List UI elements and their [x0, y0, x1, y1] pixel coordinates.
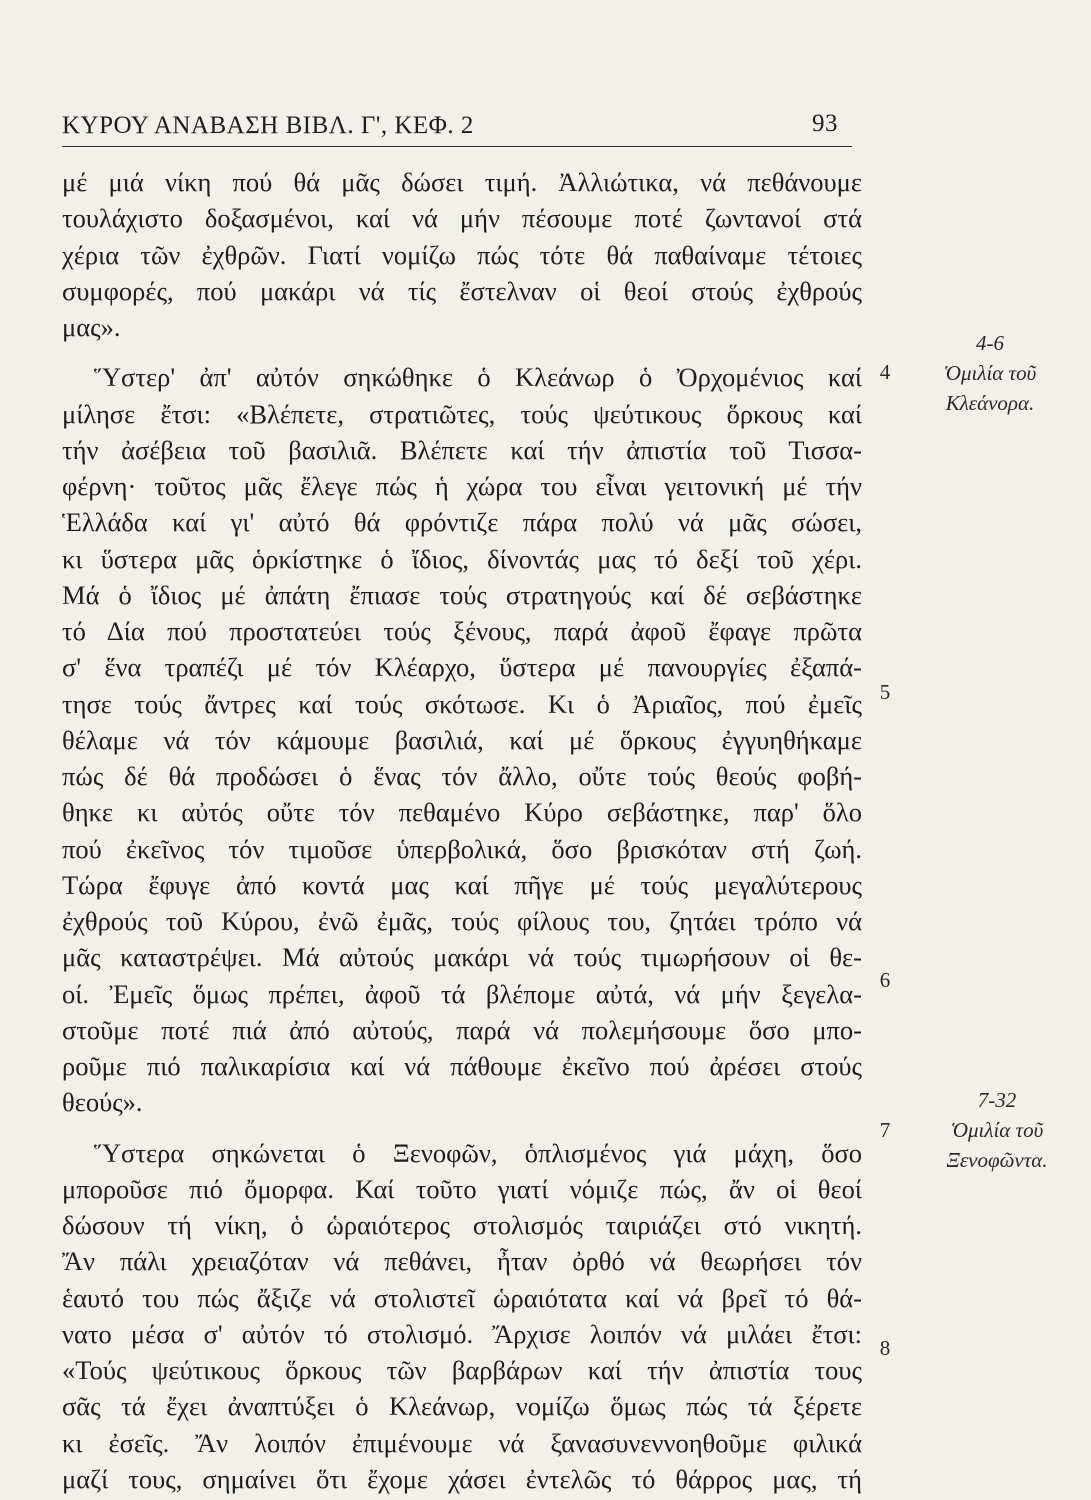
margin-note-text: Ὁμιλία τοῦ: [950, 1118, 1044, 1142]
text-line: μίλησε ἔτσι: «Βλέπετε, στρατιῶτες, τούς ψεύτικους ὅρκους καί: [62, 398, 862, 429]
text-line: θέλαμε νά τόν κάμουμε βασιλιά, καί μέ ὅρκους ἐγγυηθήκαμε: [62, 724, 862, 755]
text-line: κι ἐσεῖς. Ἄν λοιπόν ἐπιμένουμε νά ξανασυνεννοηθοῦμε φιλικά: [62, 1427, 862, 1458]
text-line: στοῦμε ποτέ πιά ἀπό αὐτούς, παρά νά πολεμήσουμε ὅσο μπο-: [62, 1014, 862, 1045]
text-line: θεούς».: [62, 1087, 143, 1118]
text-line: συμφορές, πού μακάρι νά τίς ἔστελναν οἱ θεοί στούς ἐχθρούς: [62, 275, 862, 306]
text-line: τό Δία πού προστατεύει τούς ξένους, παρά ἀφοῦ ἔφαγε πρῶτα: [62, 616, 862, 646]
text-line: Τώρα ἔφυγε ἀπό κοντά μας καί πῆγε μέ τούς μεγαλύτερους: [62, 869, 862, 900]
margin-note-range: 7-32: [977, 1088, 1017, 1112]
section-number: 4: [879, 360, 891, 384]
text-line: σ' ἕνα τραπέζι μέ τόν Κλέαρχο, ὕστερα μέ πανουργίες ἐξαπά-: [62, 652, 862, 683]
section-number: 5: [879, 680, 891, 704]
text-line: δώσουν τή νίκη, ὁ ὡραιότερος στολισμός ταιριάζει στό νικητή.: [62, 1210, 862, 1240]
text-line: μποροῦσε πιό ὄμορφα. Καί τοῦτο γιατί νόμιζε πώς, ἄν οἱ θεοί: [62, 1173, 862, 1204]
text-line: κι ὕστερα μᾶς ὁρκίστηκε ὁ ἴδιος, δίνοντάς μας τό δεξί τοῦ χέρι.: [62, 543, 862, 574]
text-line: Ἑλλάδα καί γι' αὐτό θά φρόντιζε πάρα πολύ νά μᾶς σώσει,: [62, 507, 862, 538]
text-line: «Τούς ψεύτικους ὅρκους τῶν βαρβάρων καί τήν ἀπιστία τους: [62, 1355, 862, 1385]
text-line: τησε τούς ἄντρες καί τούς σκότωσε. Κι ὁ Ἀριαῖος, πού ἐμεῖς: [62, 688, 862, 719]
text-line: μᾶς καταστρέψει. Μά αὐτούς μακάρι νά τούς τιμωρήσουν οἱ θε-: [62, 942, 862, 973]
body-text: [62, 164, 862, 1497]
text-line: οί. Ἐμεῖς ὅμως πρέπει, ἀφοῦ τά βλέπομε αὐτά, νά μήν ξεγελα-: [62, 978, 862, 1009]
text-line: Ὕστερα σηκώνεται ὁ Ξενοφῶν, ὁπλισμένος γιά μάχη, ὅσο: [94, 1137, 862, 1168]
text-line: θηκε κι αὐτός οὔτε τόν πεθαμένο Κύρο σεβάστηκε, παρ' ὅλο: [62, 797, 862, 828]
section-number: 7: [879, 1118, 891, 1142]
margin-note-text: Ὁμιλία τοῦ: [943, 361, 1037, 385]
margin-note-range: 4-6: [976, 331, 1004, 355]
text-line: σᾶς τά ἔχει ἀναπτύξει ὁ Κλεάνωρ, νομίζω ὅμως πώς τά ξέρετε: [62, 1391, 862, 1422]
page-number: 93: [812, 110, 838, 137]
text-line: Μά ὁ ἴδιος μέ ἀπάτη ἔπιασε τούς στρατηγούς καί δέ σεβάστηκε: [62, 579, 862, 610]
text-line: νατο μέσα σ' αὐτόν τό στολισμό. Ἄρχισε λοιπόν νά μιλάει ἔτσι:: [62, 1318, 862, 1349]
text-line: ροῦμε πιό παλικαρίσια καί νά πάθουμε ἐκεῖνο πού ἀρέσει στούς: [62, 1051, 862, 1081]
text-line: ἑαυτό του πώς ἄξιζε νά στολιστεῖ ὡραιότατα καί νά βρεῖ τό θά-: [62, 1282, 862, 1313]
text-line: πού ἐκεῖνος τόν τιμοῦσε ὑπερβολικά, ὅσο βρισκόταν στή ζωή.: [62, 833, 862, 864]
text-line: μας».: [62, 312, 121, 342]
text-line: μέ μιά νίκη πού θά μᾶς δώσει τιμή. Ἀλλιώτικα, νά πεθάνουμε: [62, 167, 862, 197]
margin-note-text: Ξενοφῶντα.: [946, 1148, 1048, 1172]
text-line: Ὕστερ' ἀπ' αὐτόν σηκώθηκε ὁ Κλεάνωρ ὁ Ὀρχομένιος καί: [94, 362, 862, 393]
text-line: ἐχθρούς τοῦ Κύρου, ἐνῶ ἐμᾶς, τούς φίλους του, ζητάει τρόπο νά: [62, 906, 862, 936]
text-line: φέρνη· τοῦτος μᾶς ἔλεγε πώς ἡ χώρα του εἶναι γειτονική μέ τήν: [62, 471, 862, 501]
margin-note: [905, 328, 1075, 418]
text-line: χέρια τῶν ἐχθρῶν. Γιατί νομίζω πώς τότε θά παθαίναμε τέτοιες: [62, 239, 862, 270]
text-line: τήν ἀσέβεια τοῦ βασιλιᾶ. Βλέπετε καί τήν ἀπιστία τοῦ Τισσα-: [62, 434, 862, 465]
text-line: τουλάχιστο δοξασμένοι, καί νά μήν πέσουμε ποτέ ζωντανοί στά: [62, 203, 862, 234]
margin-note: [912, 1085, 1082, 1175]
text-line: μαζί τους, σημαίνει ὅτι ἔχομε χάσει ἐντελῶς τό θάρρος μας, τή: [62, 1463, 862, 1494]
running-header-title: ΚΥΡΟΥ ΑΝΑΒΑΣΗ ΒΙΒΛ. Γ', ΚΕΦ. 2: [62, 112, 474, 139]
text-line: Ἄν πάλι χρειαζόταν νά πεθάνει, ἦταν ὀρθό νά θεωρήσει τόν: [62, 1246, 862, 1277]
text-line: πώς δέ θά προδώσει ὁ ἕνας τόν ἄλλο, οὔτε τούς θεούς φοβή-: [62, 761, 862, 791]
margin-note-text: Κλεάνορα.: [945, 391, 1035, 415]
running-header: [62, 102, 852, 147]
section-number: 8: [879, 1336, 891, 1360]
section-number: 6: [879, 968, 891, 992]
